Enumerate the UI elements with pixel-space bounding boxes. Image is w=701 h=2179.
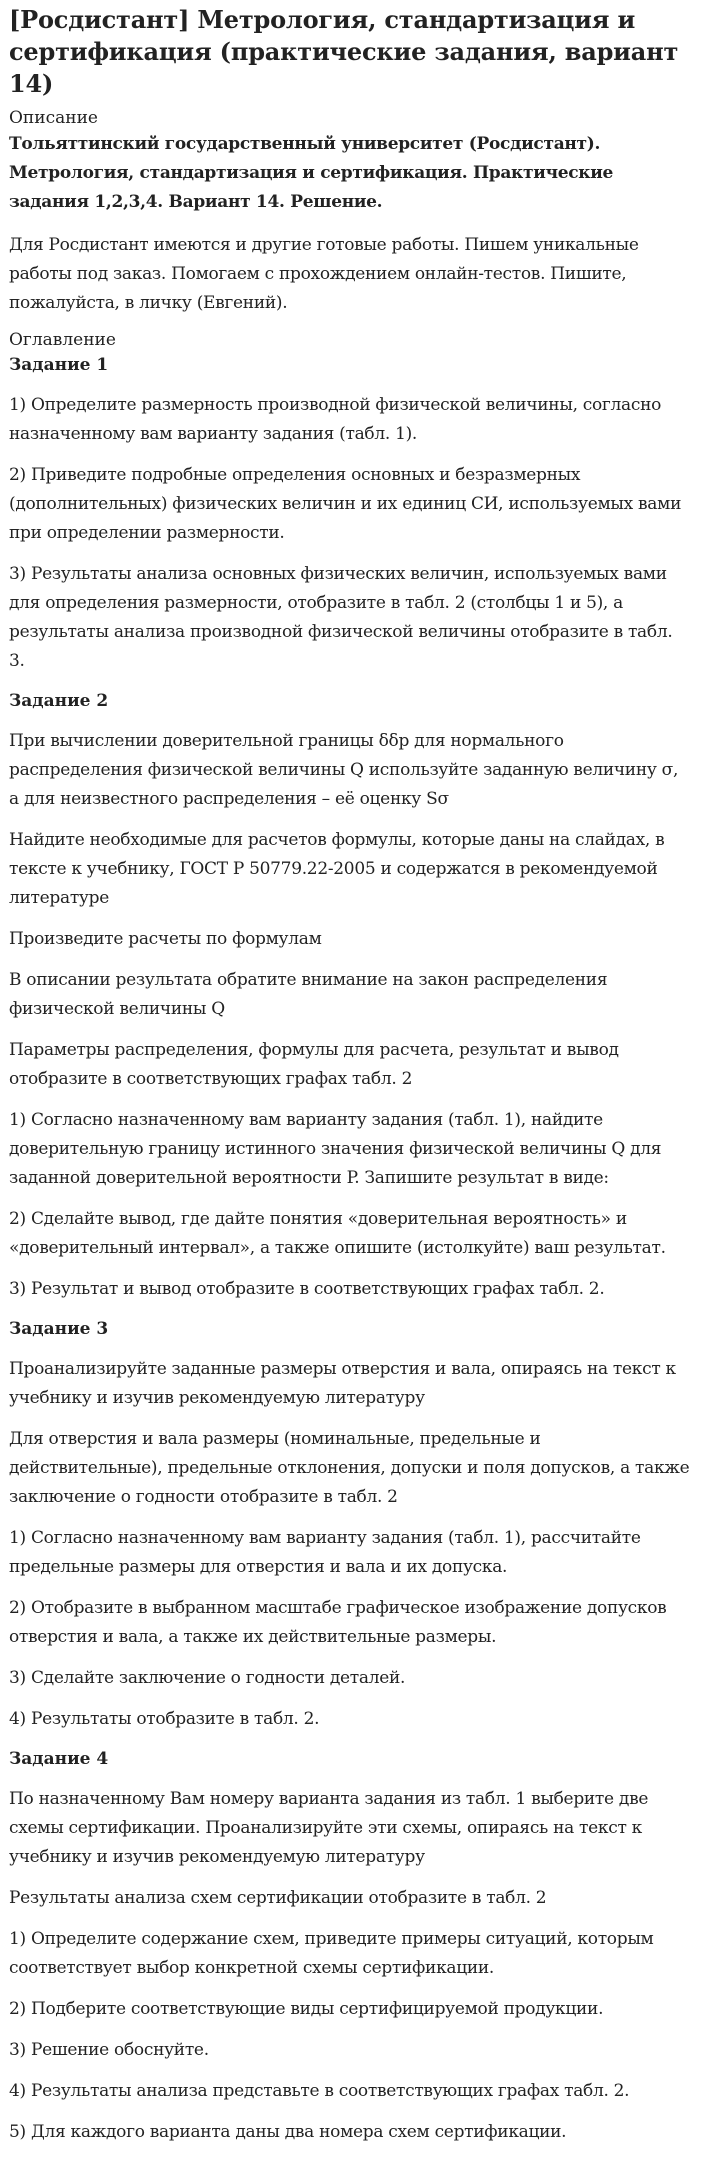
task-paragraph: Для отверстия и вала размеры (номинальные, предельные и действительные), предельные отклонения, допуски и поля допусков, а также заключение о годности отобразите в табл. 2: [9, 1429, 690, 1507]
task-paragraph: 4) Результаты отобразите в табл. 2.: [9, 1709, 320, 1729]
task-heading: Задание 1: [9, 355, 109, 375]
task-paragraph: По назначенному Вам номеру варианта задания из табл. 1 выберите две схемы сертификации. Проанализируйте эти схемы, опираясь на текст к учебнику и изучив рекомендуемую литературу: [9, 1789, 649, 1867]
task-paragraph: 2) Подберите соответствующие виды сертифицируемой продукции.: [9, 1999, 604, 2019]
task-paragraph: 3) Результат и вывод отобразите в соответствующих графах табл. 2.: [9, 1279, 605, 1299]
task-paragraph: 5) Для каждого варианта даны два номера схем сертификации.: [9, 2122, 567, 2142]
task-heading: Задание 2: [9, 691, 109, 711]
task-heading: Задание 3: [9, 1319, 109, 1339]
task-paragraph: 3) Сделайте заключение о годности деталей.: [9, 1668, 406, 1688]
task-section: [9, 1316, 693, 1734]
task-paragraph: 2) Сделайте вывод, где дайте понятия «доверительная вероятность» и «доверительный интервал», а также опишите (истолкуйте) ваш результат.: [9, 1209, 666, 1258]
tasks-container: [9, 352, 693, 2147]
task-paragraph: 1) Согласно назначенному вам варианту задания (табл. 1), найдите доверительную границу истинного значения физической величины Q для заданной доверительной вероятности P. Запишите результат в виде:: [9, 1110, 662, 1188]
task-paragraph: Проанализируйте заданные размеры отверстия и вала, опираясь на текст к учебнику и изучив рекомендуемую литературу: [9, 1359, 676, 1408]
task-paragraph: При вычислении доверительной границы δδр для нормального распределения физической величины Q используйте заданную величину σ, а для неизвестного распределения – её оценку Sσ: [9, 731, 679, 809]
task-paragraph: 1) Определите содержание схем, приведите примеры ситуаций, которым соответствует выбор конкретной схемы сертификации.: [9, 1929, 654, 1978]
task-paragraph: 3) Решение обоснуйте.: [9, 2040, 209, 2060]
task-paragraph: 1) Согласно назначенному вам варианту задания (табл. 1), рассчитайте предельные размеры для отверстия и вала и их допуска.: [9, 1528, 641, 1577]
toc-label: Оглавление: [9, 330, 116, 350]
task-paragraph: 2) Приведите подробные определения основных и безразмерных (дополнительных) физических величин и их единиц СИ, используемых вами при определении размерности.: [9, 465, 682, 543]
task-paragraph: 3) Результаты анализа основных физических величин, используемых вами для определения размерности, отобразите в табл. 2 (столбцы 1 и 5), а результаты анализа производной физической величины отобразите в табл. 3.: [9, 564, 673, 671]
task-paragraph: 1) Определите размерность производной физической величины, согласно назначенному вам варианту задания (табл. 1).: [9, 395, 662, 444]
task-section: [9, 1746, 693, 2147]
task-section: [9, 688, 693, 1304]
task-section: [9, 352, 693, 676]
task-paragraph: Параметры распределения, формулы для расчета, результат и вывод отобразите в соответствующих графах табл. 2: [9, 1040, 619, 1089]
page-title: [Росдистант] Метрология, стандартизация и сертификация (практические задания, вариант 14): [9, 5, 679, 98]
task-paragraph: Произведите расчеты по формулам: [9, 929, 322, 949]
task-heading: Задание 4: [9, 1749, 109, 1769]
task-paragraph: 2) Отобразите в выбранном масштабе графическое изображение допусков отверстия и вала, а также их действительные размеры.: [9, 1598, 667, 1647]
task-paragraph: Результаты анализа схем сертификации отобразите в табл. 2: [9, 1888, 547, 1908]
description-label: Описание: [9, 108, 98, 128]
task-paragraph: В описании результата обратите внимание на закон распределения физической величины Q: [9, 970, 608, 1019]
task-paragraph: Найдите необходимые для расчетов формулы, которые даны на слайдах, в тексте к учебнику, ГОСТ Р 50779.22-2005 и содержатся в рекомендуемой литературе: [9, 830, 665, 908]
description-bold-text: Тольяттинский государственный университет (Росдистант). Метрология, стандартизация и сертификация. Практические задания 1,2,3,4. Вариант 14. Решение.: [9, 134, 614, 212]
description-text: Для Росдистант имеются и другие готовые работы. Пишем уникальные работы под заказ. Помогаем с прохождением онлайн-тестов. Пишите, пожалуйста, в личку (Евгений).: [9, 235, 639, 313]
task-paragraph: 4) Результаты анализа представьте в соответствующих графах табл. 2.: [9, 2081, 630, 2101]
